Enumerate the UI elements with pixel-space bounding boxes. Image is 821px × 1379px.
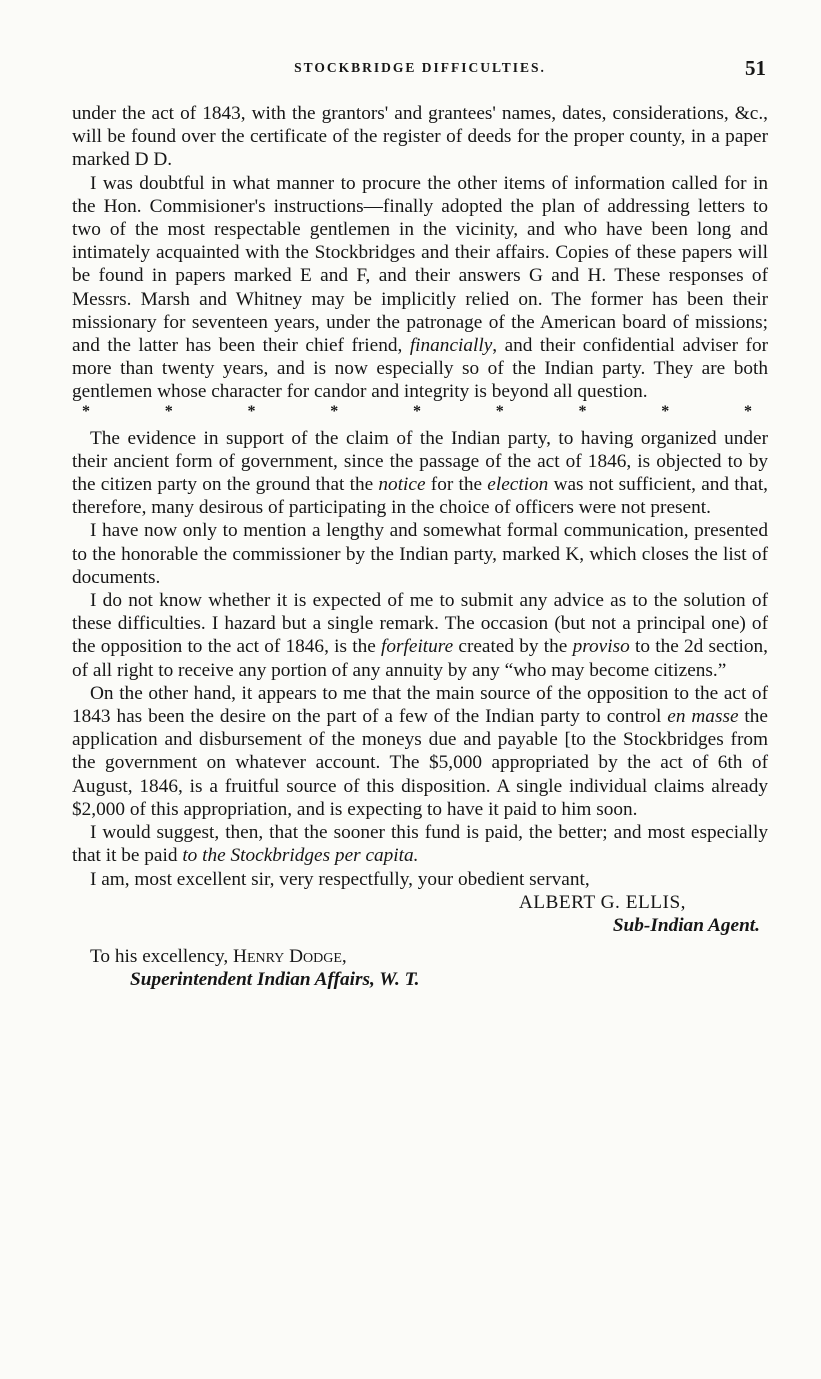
page-number: 51 — [745, 56, 766, 80]
divider-star: * — [330, 402, 339, 420]
addressee-line: To his excellency, Henry Dodge, — [90, 946, 347, 968]
paragraph-advice: I do not know whether it is expected of me to submit any advice as to the solution of these difficulties. I hazard but a single remark. The occasion (but not a principal one) of the opposition to the act of 1846, is the forfeiture created by the proviso to the 2d section, of all right to receive any portion of any annuity by any “who may become citizens.” — [72, 590, 768, 681]
closing-line: I am, most excellent sir, very respectfully, your obedient servant, — [90, 868, 590, 890]
emphasis-financially: financially — [409, 335, 493, 357]
paragraph-communication: I have now only to mention a lengthy and somewhat formal communication, presented to the honorable the commissioner by the Indian party, marked K, which closes the list of documents. — [72, 520, 768, 588]
addressee-name: Henry Dodge, — [233, 946, 347, 968]
paragraph-opposition: On the other hand, it appears to me that the main source of the opposition to the act of 1843 has been the desire on the part of a few of the Indian party to control en masse the application and disbursement of the moneys due and payable [to the Stockbridges from the government on whatever account. The $5,000 appropriated by the act of 6th of August, 1846, is a fruitful source of this disposition. A single individual claims already $2,000 of this appropriation, and is expecting to have it paid to him soon. — [72, 682, 768, 820]
document-body — [72, 102, 768, 992]
asterism-divider — [72, 402, 768, 420]
running-title: STOCKBRIDGE DIFFICULTIES. — [294, 60, 546, 75]
running-head — [72, 56, 768, 84]
divider-star: * — [413, 402, 421, 420]
divider-star: * — [164, 402, 173, 420]
divider-star: * — [495, 402, 504, 420]
signature: ALBERT G. ELLIS, — [518, 891, 686, 913]
paragraph-evidence: The evidence in support of the claim of the Indian party, to having organized under their ancient form of government, since the passage of the act of 1846, is objected to by the citizen party on the ground that the notice for the election was not sufficient, and that, therefore, many desirous of participating in the choice of officers were not present. — [72, 427, 769, 519]
divider-star: * — [82, 402, 90, 420]
paragraph-continuation: under the act of 1843, with the grantors' and grantees' names, dates, considerations, &c., will be found over the certificate of the register of deeds for the proper county, in a paper marked D D. — [72, 103, 768, 171]
divider-star: * — [578, 402, 587, 420]
divider-star: * — [661, 402, 670, 420]
divider-star: * — [744, 402, 752, 420]
paragraph-suggestion: I would suggest, then, that the sooner this fund is paid, the better; and most especially that it be paid to the Stockbridges per capita. — [72, 822, 768, 867]
addressee-title: Superintendent Indian Affairs, W. T. — [130, 969, 420, 991]
paragraph-procurement: I was doubtful in what manner to procure the other items of information called for in the Hon. Commisioner's instructions—finally adopted the plan of addressing letters to two of the most respectable gentlemen in the vicinity, and who have been long and intimately acquainted with the Stockbridges and their affairs. Copies of these papers will be found in papers marked E and F, and their answers G and H. These responses of Messrs. Marsh and Whitney may be implicitly relied on. The former has been their missionary for seventeen years, under the patronage of the American board of missions; and the latter has been their chief friend, financially, and their confidential adviser for more than twenty years, and is now especially so of the Indian party. They are both gentlemen whose character for candor and integrity is beyond all question. — [72, 172, 769, 403]
divider-star: * — [247, 402, 256, 420]
signature-title: Sub-Indian Agent. — [612, 914, 760, 936]
